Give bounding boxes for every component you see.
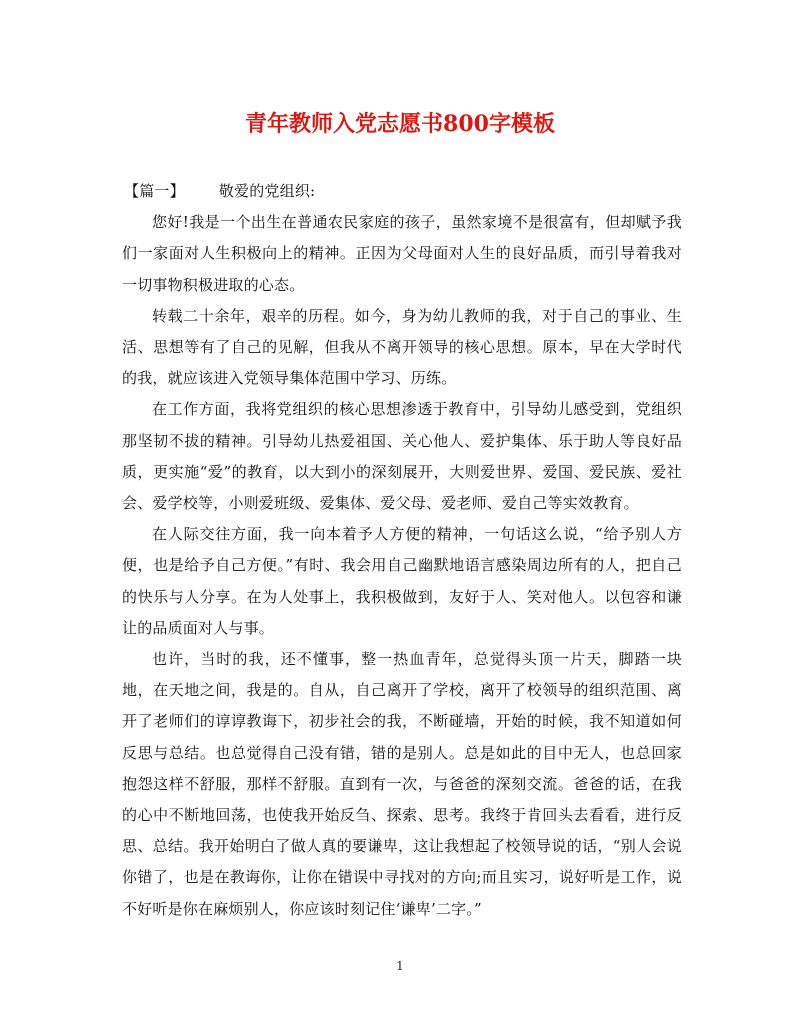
paragraph: 也许，当时的我，还不懂事，整一热血青年，总觉得头顶一片天，脚踏一块地，在天地之间，我是的。自从，自己离开了学校，离开了校领导的组织范围、离开了老师们的谆谆教诲下，初步社会的我，不断碰墙，开始的时候，我不知道如何反思与总结。也总觉得自己没有错，错的是别人。总是如此的目中无人，也总回家抱怨这样不舒服，那样不舒服。直到有一次，与爸爸的深刻交流。爸爸的话，在我的心中不断地回荡，也使我开始反刍、探索、思考。我终于肯回头去看看，进行反思、总结。我开始明白了做人真的要谦卑，这让我想起了校领导说的话，“别人会说你错了，也是在教诲你，让你在错误中寻找对的方向;而且实习，说好听是工作，说不好听是你在麻烦别人，你应该时刻记住‘谦卑’二字。”	[122, 650, 682, 918]
document-body	[122, 176, 682, 925]
paragraph: 转载二十余年，艰辛的历程。如今，身为幼儿教师的我，对于自己的事业、生活、思想等有了自己的见解，但我从不离开领导的核心思想。原本，早在大学时代的我，就应该进入党领导集体范围中学习、历练。	[122, 306, 682, 388]
paragraph: 在人际交往方面，我一向本着予人方便的精神，一句话这么说，“给予别人方便，也是给予自己方便。”有时、我会用自己幽默地语言感染周边所有的人，把自己的快乐与人分享。在为人处事上，我积极做到，友好于人、笑对他人。以包容和谦让的品质面对人与事。	[122, 525, 682, 637]
salutation: 敬爱的党组织:	[218, 182, 316, 200]
document-title: 青年教师入党志愿书800字模板	[245, 111, 555, 137]
opening-line	[122, 176, 682, 207]
page-number: 1	[396, 959, 404, 973]
paragraph: 您好!我是一个出生在普通农民家庭的孩子，虽然家境不是很富有，但却赋予我们一家面对人生积极向上的精神。正因为父母面对人生的良好品质，而引导着我对一切事物积极进取的心态。	[122, 213, 682, 294]
paragraph: 在工作方面，我将党组织的核心思想渗透于教育中，引导幼儿感受到，党组织那坚韧不拔的精神。引导幼儿热爱祖国、关心他人、爱护集体、乐于助人等良好品质，更实施“爱”的教育，以大到小的深刻展开，大则爱世界、爱国、爱民族、爱社会、爱学校等，小则爱班级、爱集体、爱父母、爱老师、爱自己等实效教育。	[122, 400, 682, 513]
section-tag: 【篇一】	[124, 182, 185, 200]
